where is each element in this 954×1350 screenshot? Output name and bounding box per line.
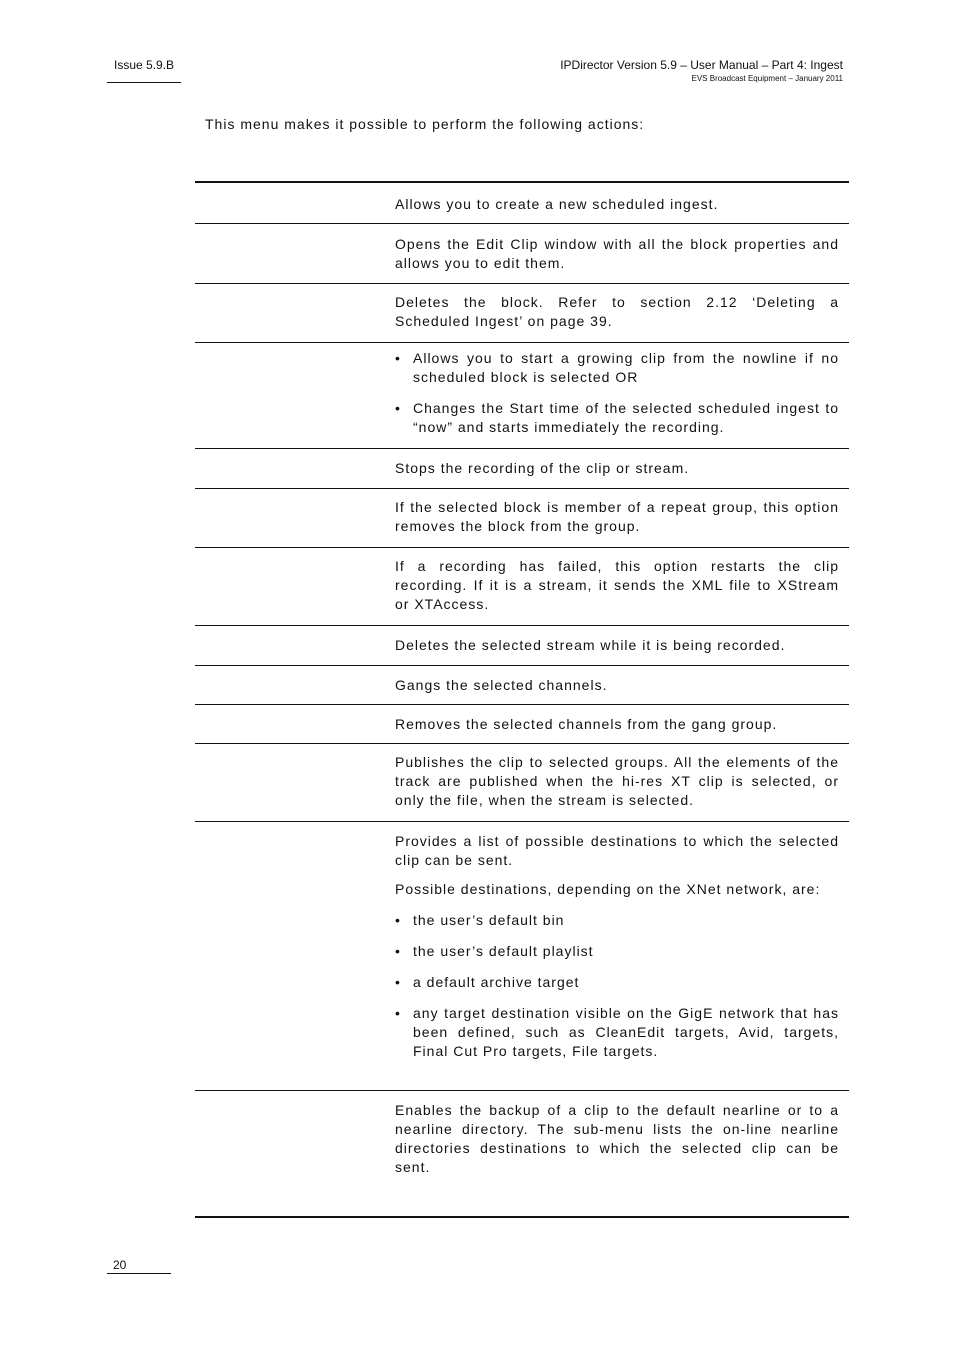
header-issue-rule — [107, 82, 181, 83]
header-issue: Issue 5.9.B — [114, 58, 175, 72]
bullet-item: • Allows you to start a growing clip from the nowline if no scheduled block is selected OR — [395, 349, 839, 387]
row-description: Deletes the block. Refer to section 2.12 ‘Deleting a Scheduled Ingest’ on page 39. — [395, 294, 839, 329]
table-row — [195, 284, 849, 343]
table-row — [195, 449, 849, 489]
bullet-item: • the user’s default bin — [395, 911, 839, 930]
table-row — [195, 343, 849, 449]
header-right — [560, 58, 843, 83]
row-description: If a recording has failed, this option restarts the clip recording. If it is a stream, it sends the XML file to XStream or XTAccess. — [395, 558, 839, 612]
row-description: Stops the recording of the clip or stream. — [395, 460, 690, 476]
header-subtitle: EVS Broadcast Equipment – January 2011 — [691, 74, 843, 83]
bullet-item: • a default archive target — [395, 973, 839, 992]
row-description: Enables the backup of a clip to the default nearline or to a nearline directory. The sub-menu lists the on-line nearline directories destinations to which the selected clip can be sent. — [395, 1102, 839, 1175]
row-description: Opens the Edit Clip window with all the block properties and allows you to edit them. — [395, 236, 839, 271]
actions-table — [195, 181, 849, 1218]
row-description: Deletes the selected stream while it is being recorded. — [395, 637, 786, 653]
row-description: Gangs the selected channels. — [395, 677, 608, 693]
table-row — [195, 183, 849, 224]
row-description: Publishes the clip to selected groups. All the elements of the track are published when the hi-res XT clip is selected, or only the file, when the stream is selected. — [395, 754, 839, 808]
header-title: IPDirector Version 5.9 – User Manual – Part 4: Ingest — [560, 58, 843, 72]
row-description: Possible destinations, depending on the XNet network, are: — [395, 881, 821, 897]
bullet-item: • Changes the Start time of the selected scheduled ingest to “now” and starts immediately the recording. — [395, 399, 839, 437]
bullet-item: • the user’s default playlist — [395, 942, 839, 961]
bullet-item: • any target destination visible on the GigE network that has been defined, such as CleanEdit targets, Avid, targets, Final Cut Pro targets, File targets. — [395, 1004, 839, 1061]
table-row — [195, 705, 849, 744]
row-description: Provides a list of possible destinations to which the selected clip can be sent. — [395, 833, 839, 868]
table-row — [195, 822, 849, 1091]
table-row — [195, 548, 849, 626]
intro-text: This menu makes it possible to perform the following actions: — [205, 116, 645, 132]
table-row — [195, 626, 849, 666]
page-number: 20 — [113, 1258, 127, 1272]
row-description: If the selected block is member of a repeat group, this option removes the block from the group. — [395, 499, 839, 534]
row-description: Allows you to create a new scheduled ingest. — [395, 196, 719, 212]
table-row — [195, 224, 849, 284]
table-row — [195, 489, 849, 548]
row-description: Removes the selected channels from the gang group. — [395, 716, 778, 732]
page-number-rule — [107, 1273, 171, 1274]
table-row — [195, 1091, 849, 1218]
table-row — [195, 666, 849, 705]
table-row — [195, 744, 849, 822]
